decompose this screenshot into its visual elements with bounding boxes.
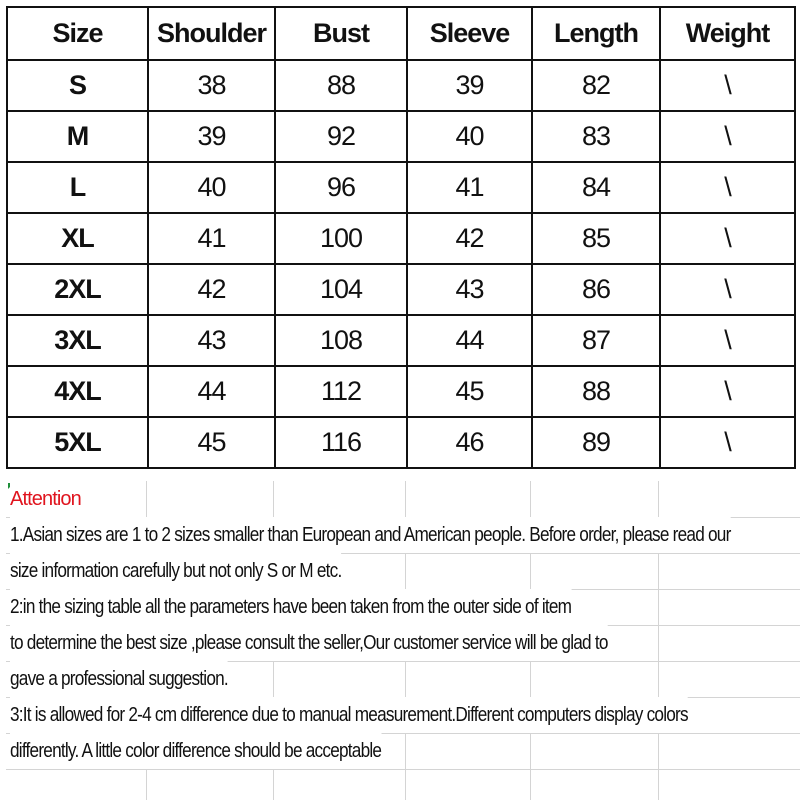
- cell-shoulder: 45: [148, 417, 275, 468]
- cell-shoulder: 40: [148, 162, 275, 213]
- cell-shoulder: 43: [148, 315, 275, 366]
- cell-sleeve: 39: [407, 60, 532, 111]
- note-line-3: 2:in the sizing table all the parameters have been taken from the outer side of item: [10, 589, 571, 625]
- cell-length: 89: [532, 417, 660, 468]
- cell-shoulder: 39: [148, 111, 275, 162]
- header-weight: Weight: [660, 7, 795, 60]
- cell-weight: \: [660, 264, 795, 315]
- cell-sleeve: 43: [407, 264, 532, 315]
- cell-sleeve: 44: [407, 315, 532, 366]
- table-header-row: [7, 7, 795, 60]
- cell-weight: \: [660, 111, 795, 162]
- cell-length: 86: [532, 264, 660, 315]
- note-line-6: 3:It is allowed for 2-4 cm difference due to manual measurement.Different computers display colors: [10, 697, 688, 733]
- cell-size: 2XL: [7, 264, 148, 315]
- note-line-2: size information carefully but not only S or M etc.: [10, 553, 341, 589]
- cell-length: 88: [532, 366, 660, 417]
- header-sleeve: Sleeve: [407, 7, 532, 60]
- cell-sleeve: 45: [407, 366, 532, 417]
- header-shoulder: Shoulder: [148, 7, 275, 60]
- cell-bust: 112: [275, 366, 407, 417]
- table-row: [7, 213, 795, 264]
- table-row: [7, 111, 795, 162]
- table-row: [7, 162, 795, 213]
- cell-bust: 104: [275, 264, 407, 315]
- cell-sleeve: 42: [407, 213, 532, 264]
- cell-weight: \: [660, 315, 795, 366]
- cell-bust: 96: [275, 162, 407, 213]
- notes-section: [6, 481, 800, 800]
- cell-length: 84: [532, 162, 660, 213]
- cell-size: M: [7, 111, 148, 162]
- header-length: Length: [532, 7, 660, 60]
- table-row: [7, 366, 795, 417]
- cell-weight: \: [660, 366, 795, 417]
- cell-shoulder: 44: [148, 366, 275, 417]
- cell-length: 83: [532, 111, 660, 162]
- cell-bust: 108: [275, 315, 407, 366]
- header-size: Size: [7, 7, 148, 60]
- cell-shoulder: 38: [148, 60, 275, 111]
- cell-weight: \: [660, 60, 795, 111]
- table-row: [7, 315, 795, 366]
- cell-length: 87: [532, 315, 660, 366]
- cell-size: 5XL: [7, 417, 148, 468]
- cell-length: 85: [532, 213, 660, 264]
- cell-sleeve: 46: [407, 417, 532, 468]
- cell-bust: 88: [275, 60, 407, 111]
- cell-weight: \: [660, 417, 795, 468]
- header-bust: Bust: [275, 7, 407, 60]
- cell-size: S: [7, 60, 148, 111]
- table-row: [7, 264, 795, 315]
- size-table: [6, 6, 796, 469]
- cell-sleeve: 40: [407, 111, 532, 162]
- table-row: [7, 417, 795, 468]
- cell-size: L: [7, 162, 148, 213]
- cell-length: 82: [532, 60, 660, 111]
- cell-weight: \: [660, 213, 795, 264]
- cell-sleeve: 41: [407, 162, 532, 213]
- cell-size: 3XL: [7, 315, 148, 366]
- cell-weight: \: [660, 162, 795, 213]
- cell-shoulder: 41: [148, 213, 275, 264]
- table-row: [7, 60, 795, 111]
- gridline: [6, 769, 800, 770]
- note-line-1: 1.Asian sizes are 1 to 2 sizes smaller than European and American people. Before order, please read our: [10, 517, 731, 553]
- attention-heading: Attention: [10, 481, 85, 517]
- cell-size: 4XL: [7, 366, 148, 417]
- note-line-7: differently. A little color difference should be acceptable: [10, 733, 381, 769]
- cell-shoulder: 42: [148, 264, 275, 315]
- note-line-5: gave a professional suggestion.: [10, 661, 228, 697]
- cell-bust: 92: [275, 111, 407, 162]
- cell-bust: 100: [275, 213, 407, 264]
- cell-bust: 116: [275, 417, 407, 468]
- note-line-4: to determine the best size ,please consult the seller,Our customer service will be glad to: [10, 625, 608, 661]
- cell-size: XL: [7, 213, 148, 264]
